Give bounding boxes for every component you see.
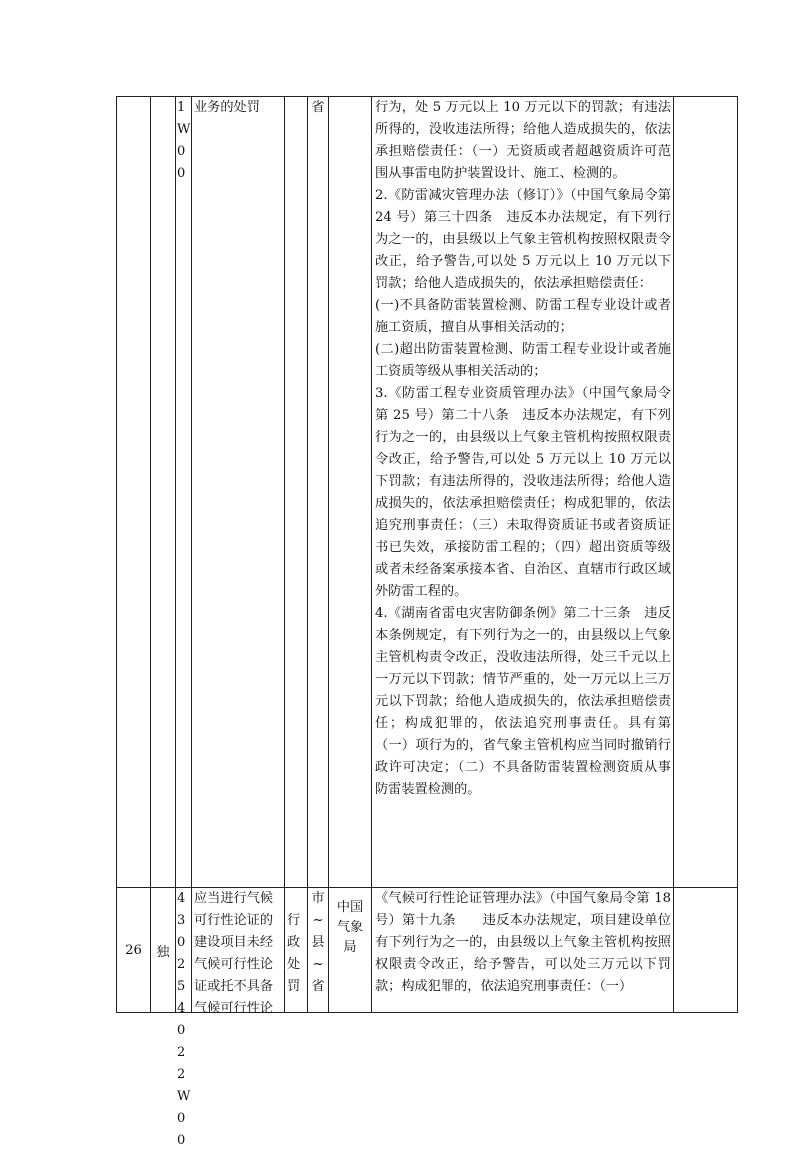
basis-paragraph: 3.《防雷工程专业资质管理办法》（中国气象局令第 25 号）第二十八条 违反本办法规定，有下列行为之一的，由县级以上气象主管机构按照权限责令改正，给予警告,可以处 5 万元以上 10 万元以下罚款；有违法所得的，没收违法所得；给他人造成损失的，依法承担赔偿责任；构成犯罪的，依法追究刑事责任：（三）未取得资质证书或者资质证书已失效，承接防雷工程的；（四）超出资质等级或者未经备案承接本省、自治区、直辖市行政区域外防雷工程的。: [375, 386, 671, 599]
row-level: 省: [308, 97, 329, 888]
row-org: [329, 97, 372, 888]
row-name-text: 应当进行气候可行性论证的建设项目未经气候可行性论证或托不具备气候可行性论: [194, 891, 274, 1016]
row-category-text: 行政处罚: [287, 913, 301, 994]
basis-paragraph: 行为，处 5 万元以上 10 万元以下的罚款；有违法所得的，没收违法所得；给他人造成损失的，依法承担赔偿责任：（一）无资质或者超越资质许可范围从事雷电防护装置设计、施工、检测的。: [375, 100, 671, 181]
row-index: 26: [117, 888, 151, 1013]
row-name: [192, 888, 285, 1016]
row-level: [308, 888, 329, 1013]
basis-paragraph: 2.《防雷减灾管理办法（修订）》（中国气象局令第 24 号）第三十四条 违反本办法规定，有下列行为之一的，由县级以上气象主管机构按照权限责令改正，给予警告,可以处 5 万元以上 10 万元以下罚款；给他人造成损失的，依法承担赔偿责任：: [375, 188, 671, 291]
row-type: [151, 97, 176, 888]
row-note: [674, 888, 738, 1013]
row-basis: [372, 888, 674, 1013]
row-category: [285, 888, 308, 1013]
row-category: [285, 97, 308, 888]
row-org: [329, 888, 372, 1013]
row-note: [674, 97, 738, 888]
basis-paragraph: (一)不具备防雷装置检测、防雷工程专业设计或者施工资质，擅自从事相关活动的；: [375, 298, 671, 335]
row-index: [117, 97, 151, 888]
row-org-text: 中国气象局: [336, 900, 364, 955]
row-code: [176, 888, 192, 1148]
row-level-text: 市~县~省: [311, 891, 325, 994]
basis-paragraph: (二)超出防雷装置检测、防雷工程专业设计或者施工资质等级从事相关活动的；: [375, 342, 671, 379]
row-basis: [372, 97, 674, 888]
row-code: 1W00: [176, 97, 192, 888]
basis-paragraph: 4.《湖南省雷电灾害防御条例》第二十三条 违反本条例规定，有下列行为之一的，由县级以上气象主管机构责令改正，没收违法所得，处三千元以上一万元以下罚款；情节严重的，处一万元以上三万元以下罚款；给他人造成损失的，依法承担赔偿责任；构成犯罪的，依法追究刑事责任。具有第（一）项行为的，省气象主管机构应当同时撤销行政许可决定；（二）不具备防雷装置检测资质从事防雷装置检测的。: [375, 606, 671, 797]
row-type: 独: [151, 888, 176, 1013]
table-row: [117, 97, 738, 888]
table-row: [117, 888, 738, 1013]
row-code-text: 430254022W00: [177, 891, 191, 1148]
row-name: 业务的处罚: [192, 97, 285, 888]
basis-paragraph: 《气候可行性论证管理办法》（中国气象局令第 18 号）第十九条 违反本办法规定，项目建设单位有下列行为之一的，由县级以上气象主管机构按照权限责令改正，给予警告，可以处三万元以下罚款；构成犯罪的，依法追究刑事责任：（一）: [375, 891, 671, 994]
enforcement-table: [116, 96, 738, 1148]
